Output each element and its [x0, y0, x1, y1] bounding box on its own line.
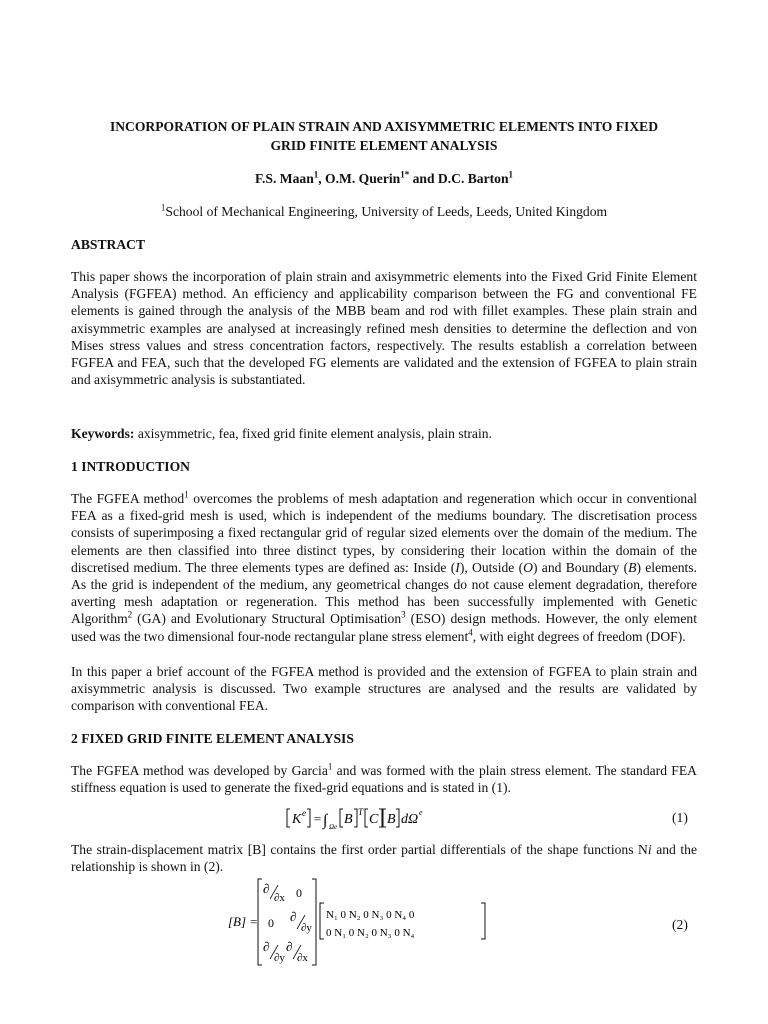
equation-1-formula — [286, 806, 446, 832]
abstract-heading: ABSTRACT — [71, 237, 146, 252]
affiliation — [60, 203, 708, 221]
eq2-partial-x: ∂x — [297, 952, 308, 964]
eq2-partial: ∂ — [286, 939, 293, 954]
eq2-lhs: [B] = — [228, 914, 259, 929]
text-run: The FGFEA method was developed by Garcia — [71, 763, 328, 778]
eq2-partial: ∂ — [263, 939, 270, 954]
author-2: O.M. Querin — [325, 171, 401, 186]
eq2-shape-row-2: 0 N₁ 0 N₂ 0 N₃ 0 N₄ — [326, 927, 415, 939]
eq1-differential-superscript: e — [419, 808, 423, 817]
eq1-differential: dΩ — [401, 812, 419, 827]
author-1-affil: 1 — [313, 169, 319, 180]
eq1-transpose: T — [358, 807, 364, 817]
text-run: (ESO) design methods. However, the only element used was the two dimensional four-node rectangular plane stress element — [71, 611, 697, 644]
eq2-partial: ∂ — [290, 909, 297, 924]
eq2-zero: 0 — [268, 916, 274, 930]
eq1-k: K — [292, 812, 302, 827]
keywords-text: axisymmetric, fea, fixed grid finite element analysis, plain strain. — [134, 426, 492, 441]
citation-ref: 4 — [468, 627, 473, 638]
eq1-equals: = — [313, 811, 322, 826]
eq2-partial-y: ∂y — [301, 922, 312, 934]
eq2-partial-y: ∂y — [274, 952, 285, 964]
author-3: D.C. Barton — [437, 171, 509, 186]
eq1-c: C — [369, 812, 379, 827]
equation-1-number: (1) — [672, 810, 688, 825]
introduction-heading: 1 INTRODUCTION — [71, 459, 190, 474]
eq1-b2: B — [387, 812, 396, 827]
title-line-2: GRID FINITE ELEMENT ANALYSIS — [270, 138, 498, 153]
citation-ref: 1 — [327, 761, 333, 772]
eq2-partial: ∂ — [263, 881, 270, 896]
text-run: , with eight degrees of freedom (DOF). — [472, 628, 686, 644]
author-3-affil: 1 — [508, 169, 514, 180]
equation-2-number: (2) — [672, 917, 688, 932]
text-run: and the relationship is shown in (2). — [71, 842, 697, 875]
affiliation-text: School of Mechanical Engineering, University of Leeds, Leeds, United Kingdom — [165, 204, 608, 219]
italic-term: i — [647, 842, 652, 857]
affiliation-marker: 1 — [160, 202, 166, 213]
introduction-paragraph-1 — [71, 490, 697, 645]
equation-1 — [286, 806, 446, 830]
eq2-shape-row-1: N₁ 0 N₂ 0 N₃ 0 N₄ 0 — [326, 909, 415, 921]
eq2-partial-x: ∂x — [274, 892, 285, 904]
eq1-domain: Ωe — [329, 823, 338, 831]
text-run: and was formed with the plain stress element. The standard FEA stiffness equation is used to generate the fixed-grid equations and is stated in (1). — [71, 763, 697, 796]
paper-title — [60, 117, 708, 155]
section-2-paragraph-1 — [71, 762, 697, 796]
text-run: The FGFEA method — [71, 491, 185, 506]
eq1-k-superscript: e — [302, 808, 306, 818]
author-1: F.S. Maan — [254, 171, 314, 186]
italic-term: I — [455, 559, 460, 575]
abstract-text: This paper shows the incorporation of plain strain and axisymmetric elements into the Fixed Grid Finite Element Analysis (FGFEA) method. An efficiency and applicability comparison between the FG and conventional FE elements is gained through the analysis of the MBB beam and rod with fillet examples. These plain strain and axisymmetric examples are analysed at increasingly refined mesh densities to determine the deflection and von Mises stress values and stress concentration factors, respectively. The results establish a correlation between FGFEA and FEA, such that the developed FG elements are validated and the extension of FGFEA to plain strain and axisymmetric analysis is substantiated. — [71, 269, 697, 388]
eq2-zero: 0 — [296, 886, 302, 900]
text-run: The strain-displacement matrix [B] contains the first order partial differentials of the shape functions N — [71, 842, 648, 857]
keywords — [71, 425, 697, 442]
text-run: (GA) and Evolutionary Structural Optimisation — [132, 611, 402, 627]
text-run: overcomes the problems of mesh adaptation and regeneration which occur in conventional FEA as a fixed-grid mesh is used, which is independent of the mediums boundary. The discretisation process consists of superimposing a fixed rectangular grid of regular sized elements over the domain of the medium. The elements are then classified into three distinct types, by considering their location within the domain of the discretised medium. The three elements types are defined as: Inside ( — [71, 491, 698, 575]
italic-term: O — [523, 559, 533, 575]
text-run: ) and Boundary ( — [532, 559, 629, 575]
eq1-integral: ∫ — [323, 812, 328, 829]
section-2-heading: 2 FIXED GRID FINITE ELEMENT ANALYSIS — [71, 731, 354, 746]
citation-ref: 2 — [127, 609, 133, 620]
keywords-label: Keywords: — [71, 426, 135, 441]
introduction-paragraph-2: In this paper a brief account of the FGFEA method is provided and the extension of FGFEA to plain strain and axisymmetric analysis is discussed. Two example structures are analysed and the results are validated by comparison with conventional FEA. — [71, 664, 697, 714]
title-line-1: INCORPORATION OF PLAIN STRAIN AND AXISYMMETRIC ELEMENTS INTO FIXED — [109, 119, 659, 134]
author-separator: and — [409, 171, 438, 186]
section-2-paragraph-2 — [71, 841, 697, 875]
text-run: ) elements. As the grid is independent of the medium, any geometrical changes do not cause element degradation, therefore averting mesh adaptation or regeneration. This method has been successfully implemented with Genetic Algorithm — [71, 559, 697, 627]
equation-2 — [228, 875, 528, 969]
italic-term: B — [628, 559, 637, 575]
eq1-b: B — [344, 812, 353, 827]
text-run: ), Outside ( — [459, 559, 524, 575]
author-separator: , — [318, 171, 326, 186]
citation-ref: 1 — [184, 489, 189, 500]
equation-2-formula — [228, 875, 528, 969]
author-list — [60, 170, 708, 188]
author-2-affil: 1* — [400, 169, 410, 180]
citation-ref: 3 — [401, 609, 406, 620]
